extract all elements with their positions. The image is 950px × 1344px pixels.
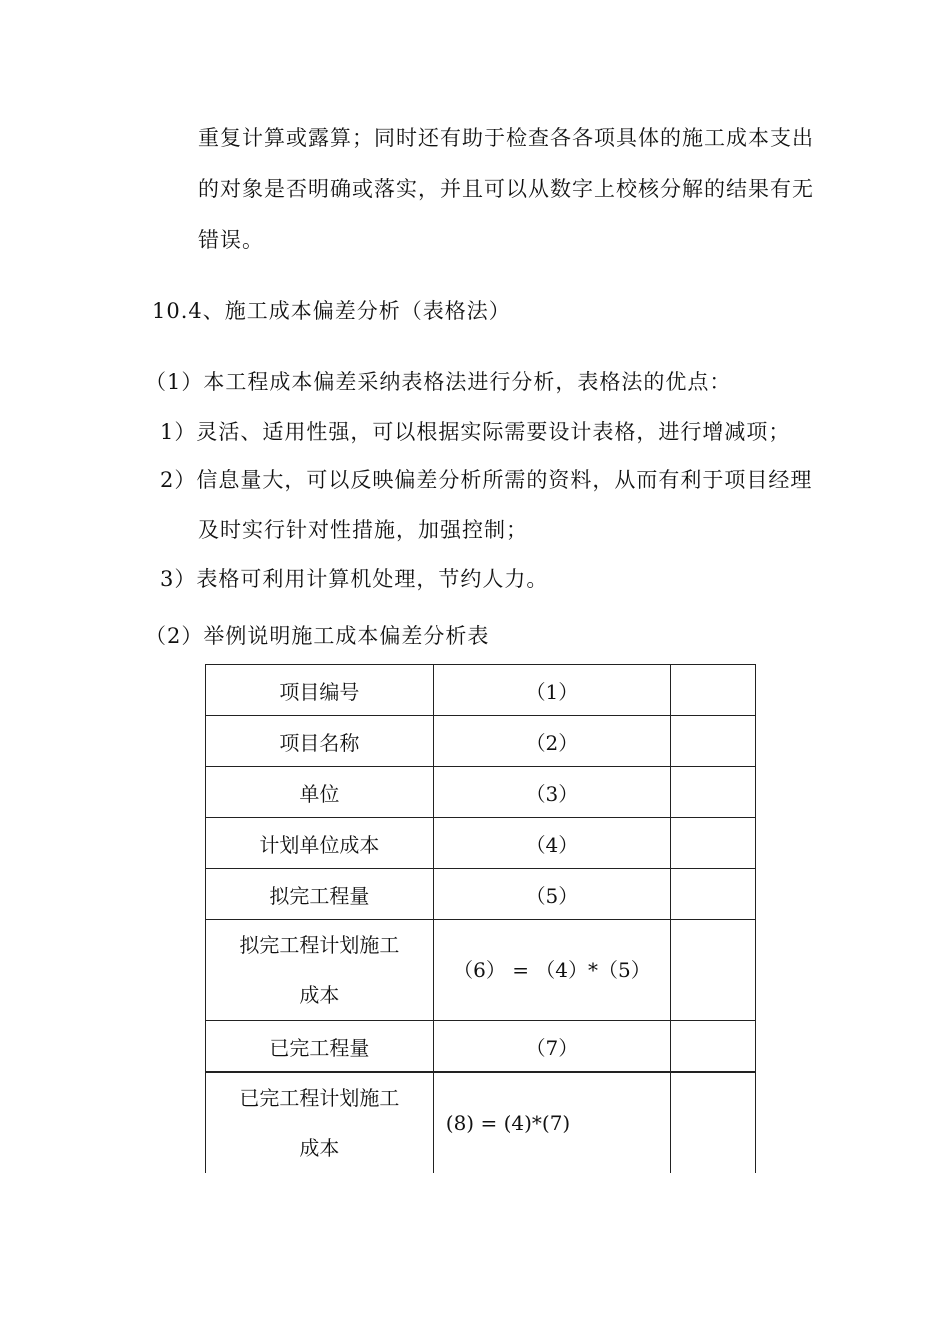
table-row: [206, 818, 756, 869]
label-line: 已完工程计划施工: [239, 1086, 400, 1110]
table-cell-value: （3）: [433, 767, 670, 818]
table-cell-extra: [671, 1021, 756, 1073]
label-line: 成本: [299, 1136, 340, 1160]
table-cell-extra: [671, 818, 756, 869]
paragraph-line: 重复计算或露算；同时还有助于检查各各项具体的施工成本支出: [198, 126, 814, 150]
table-row: [206, 665, 756, 716]
table-cell-label: 已完工程量: [206, 1021, 434, 1073]
paragraph-line: 错误。: [198, 228, 264, 252]
table-cell-value: （1）: [433, 665, 670, 716]
table-cell-label: [206, 920, 434, 1021]
table-cell-extra: [671, 869, 756, 920]
table-cell-extra: [671, 1072, 756, 1173]
paragraph-line: 的对象是否明确或落实，并且可以从数字上校核分解的结果有无: [198, 177, 814, 201]
table-cell-extra: [671, 920, 756, 1021]
table-row: [206, 920, 756, 1021]
label-line: 成本: [299, 983, 340, 1007]
item-intro: （1）本工程成本偏差采纳表格法进行分析，表格法的优点：: [145, 370, 732, 394]
table-cell-label: 计划单位成本: [206, 818, 434, 869]
table-cell-value: (8) = (4)*(7): [433, 1072, 670, 1173]
table-row: [206, 1072, 756, 1173]
table-cell-label: 单位: [206, 767, 434, 818]
table-cell-label: 项目编号: [206, 665, 434, 716]
table-cell-label: 项目名称: [206, 716, 434, 767]
table-row: [206, 1021, 756, 1073]
list-item: 2）信息量大，可以反映偏差分析所需的资料，从而有利于项目经理: [160, 468, 813, 492]
table-row: [206, 869, 756, 920]
table-cell-extra: [671, 716, 756, 767]
table-cell-value: （7）: [433, 1021, 670, 1073]
table-cell-label: [206, 1072, 434, 1173]
table-row: [206, 716, 756, 767]
label-line: 拟完工程计划施工: [239, 933, 400, 957]
section-heading: 10.4、施工成本偏差分析（表格法）: [152, 299, 511, 323]
table-cell-extra: [671, 665, 756, 716]
table-row: [206, 767, 756, 818]
list-item: 1）灵活、适用性强，可以根据实际需要设计表格，进行增减项；: [160, 420, 791, 444]
table-cell-label: 拟完工程量: [206, 869, 434, 920]
table-cell-value: （4）: [433, 818, 670, 869]
table-cell-extra: [671, 767, 756, 818]
list-item-continuation: 及时实行针对性措施，加强控制；: [198, 518, 528, 542]
table-cell-value: （2）: [433, 716, 670, 767]
table-cell-value: （6） = （4）*（5）: [433, 920, 670, 1021]
item-intro: （2）举例说明施工成本偏差分析表: [145, 624, 490, 648]
table-cell-value: （5）: [433, 869, 670, 920]
list-item: 3）表格可利用计算机处理，节约人力。: [160, 567, 549, 591]
cost-deviation-table: [205, 664, 756, 1173]
